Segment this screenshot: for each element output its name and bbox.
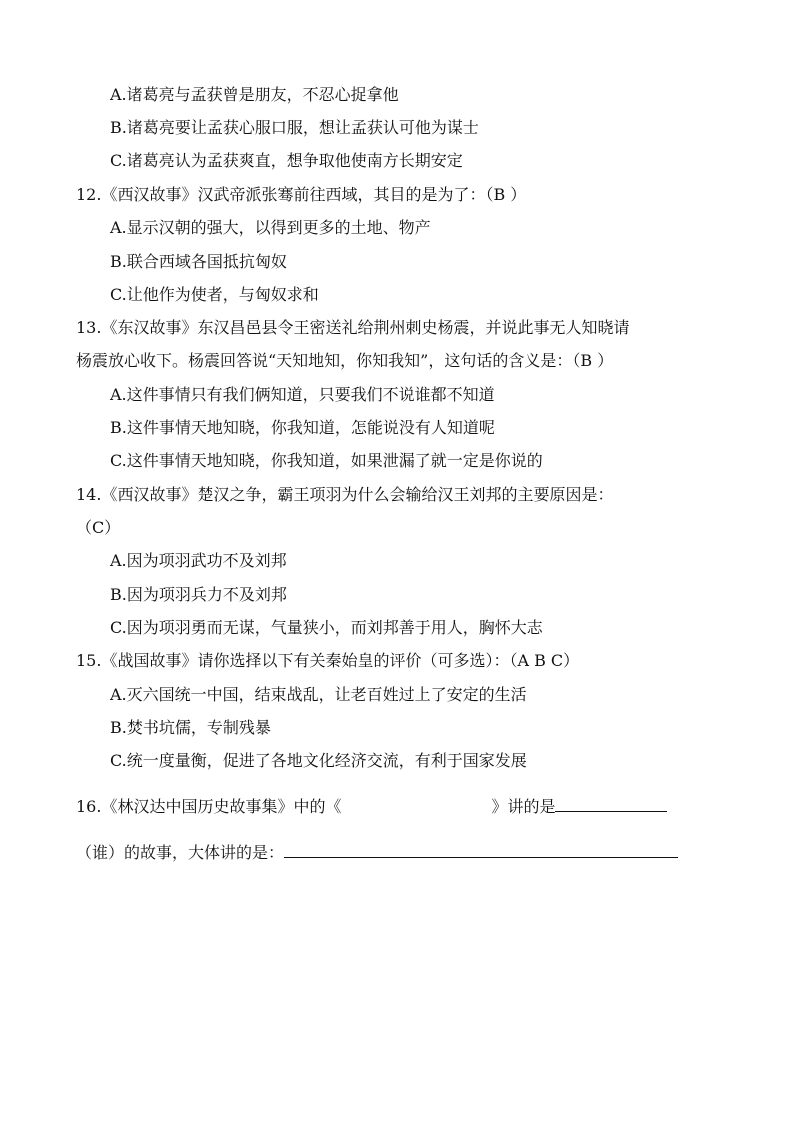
- q14-option-a: A.因为项羽武功不及刘邦: [110, 551, 287, 570]
- q12-option-c: C.让他作为使者，与匈奴求和: [110, 285, 319, 304]
- q16-line-1: [76, 795, 667, 817]
- q15-option-c: C.统一度量衡，促进了各地文化经济交流，有利于国家发展: [110, 751, 527, 770]
- q15-option-b: B.焚书坑儒，专制残暴: [110, 718, 271, 737]
- q14-stem-line-1: 14.《西汉故事》楚汉之争，霸王项羽为什么会输给汉王刘邦的主要原因是：: [76, 485, 614, 504]
- q12-option-b: B.联合西域各国抵抗匈奴: [110, 252, 287, 271]
- q16-prompt-start: 16.《林汉达中国历史故事集》中的《: [76, 797, 342, 816]
- q14-option-b: B.因为项羽兵力不及刘邦: [110, 585, 287, 604]
- q11-option-a: A.诸葛亮与孟获曾是朋友，不忍心捉拿他: [110, 85, 399, 104]
- q13-stem-line-1: 13.《东汉故事》东汉昌邑县令王密送礼给荆州刺史杨震，并说此事无人知晓请: [76, 318, 630, 337]
- q15-stem: 15.《战国故事》请你选择以下有关秦始皇的评价（可多选）：（A B C）: [76, 651, 580, 670]
- q16-who-blank[interactable]: [555, 795, 667, 812]
- q11-option-c: C.诸葛亮认为孟获爽直，想争取他使南方长期安定: [110, 151, 463, 170]
- q13-stem-line-2: 杨震放心收下。杨震回答说“天知地知，你知我知”，这句话的含义是：（B ）: [76, 351, 614, 370]
- q14-option-c: C.因为项羽勇而无谋，气量狭小，而刘邦善于用人，胸怀大志: [110, 618, 543, 637]
- q16-line-2: [76, 841, 678, 863]
- q16-prompt-mid: 》讲的是: [491, 797, 556, 816]
- q13-option-a: A.这件事情只有我们俩知道，只要我们不说谁都不知道: [110, 385, 495, 404]
- q15-option-a: A.灭六国统一中国，结束战乱，让老百姓过上了安定的生活: [110, 685, 527, 704]
- q11-option-b: B.诸葛亮要让孟获心服口服，想让孟获认可他为谋士: [110, 118, 479, 137]
- q13-option-b: B.这件事情天地知晓，你我知道，怎能说没有人知道呢: [110, 418, 495, 437]
- q16-prompt-end: （谁）的故事，大体讲的是：: [76, 843, 285, 862]
- q12-stem: 12.《西汉故事》汉武帝派张骞前往西域，其目的是为了：（B ）: [76, 185, 527, 204]
- q13-option-c: C.这件事情天地知晓，你我知道，如果泄漏了就一定是你说的: [110, 451, 543, 470]
- q14-stem-line-2: （C）: [76, 518, 121, 537]
- q12-option-a: A.显示汉朝的强大，以得到更多的土地、物产: [110, 218, 431, 237]
- q16-summary-blank[interactable]: [284, 841, 678, 858]
